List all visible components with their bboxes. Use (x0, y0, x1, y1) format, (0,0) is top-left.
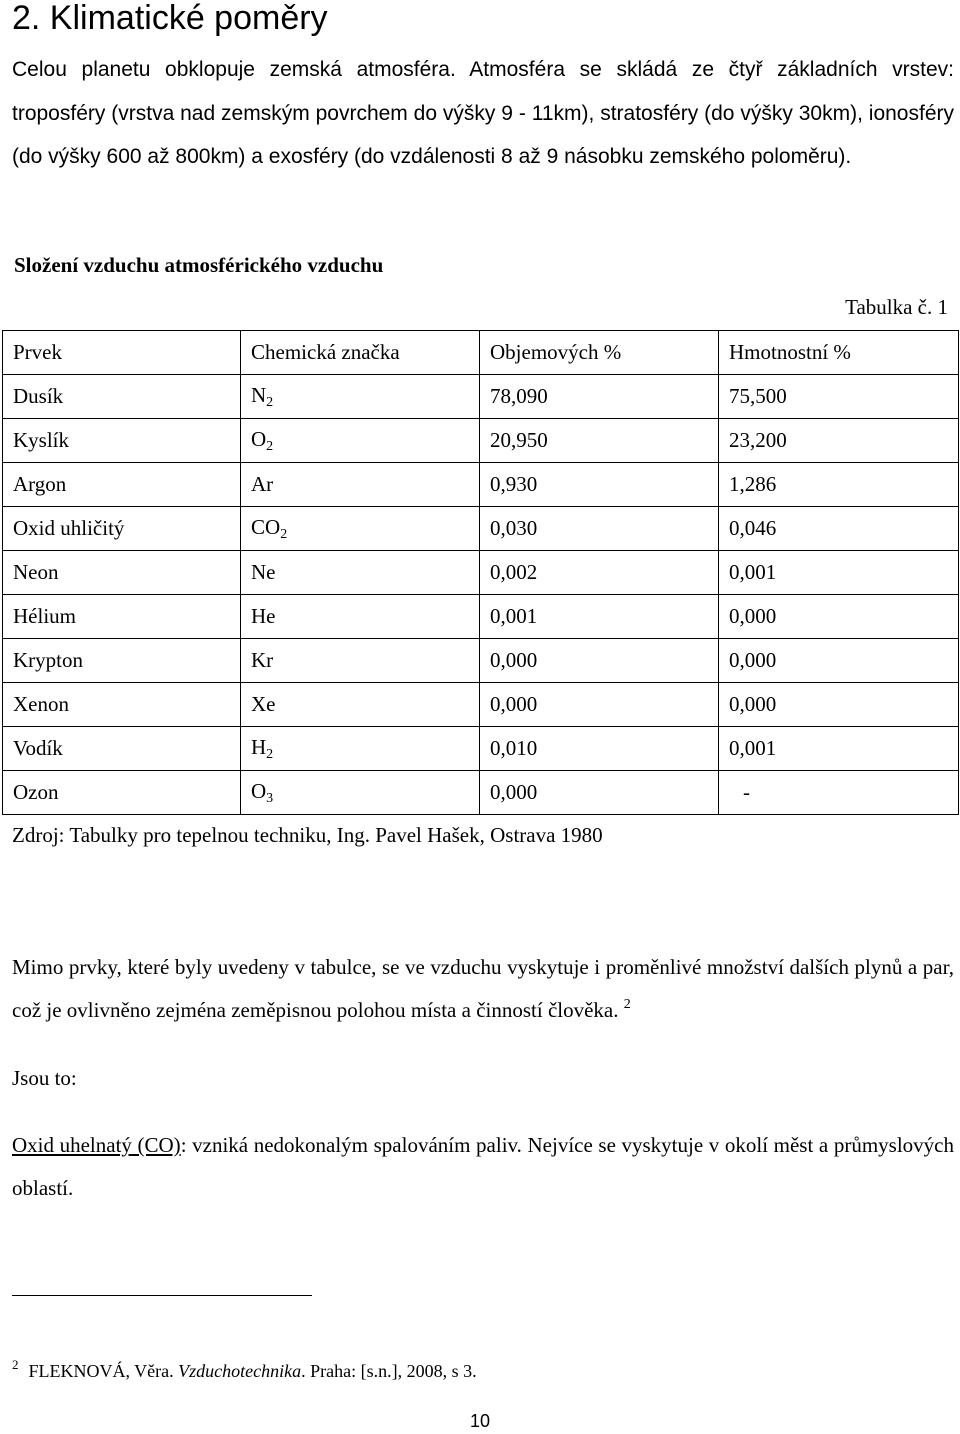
cell-symbol (241, 683, 480, 727)
cell-element: Xenon (3, 683, 241, 727)
table-subheading: Složení vzduchu atmosférického vzduchu (14, 253, 384, 277)
chemical-symbol: N (251, 382, 267, 407)
cell-volume: 0,010 (480, 727, 719, 771)
paragraph-text: : vzniká nedokonalým spalováním paliv. Nejvíce se vyskytuje v okolí měst a průmyslových oblastí. (12, 1133, 954, 1200)
footnote-reference[interactable]: 2 (623, 997, 631, 1012)
chemical-symbol: O (251, 778, 267, 803)
table-row (3, 419, 959, 463)
chemical-subscript: 3 (266, 790, 274, 806)
cell-mass: 0,000 (719, 639, 959, 683)
cell-mass: 75,500 (719, 375, 959, 419)
paragraph-other-gases (12, 946, 954, 1032)
cell-element: Neon (3, 551, 241, 595)
cell-element: Ozon (3, 771, 241, 815)
table-row (3, 595, 959, 639)
footnote-separator (12, 1295, 312, 1296)
chemical-symbol: He (251, 604, 276, 628)
table-row (3, 375, 959, 419)
table-row (3, 551, 959, 595)
cell-mass: 0,046 (719, 507, 959, 551)
table-row (3, 727, 959, 771)
header-element: Prvek (3, 331, 241, 375)
chemical-symbol: Kr (251, 648, 274, 672)
table-row (3, 771, 959, 815)
chemical-symbol: Ar (251, 472, 274, 496)
chemical-symbol: Xe (251, 692, 276, 716)
cell-volume: 0,002 (480, 551, 719, 595)
cell-volume: 0,001 (480, 595, 719, 639)
chemical-symbol: H (251, 734, 267, 759)
cell-mass: 1,286 (719, 463, 959, 507)
cell-volume: 0,000 (480, 771, 719, 815)
chemical-subscript: 2 (280, 526, 288, 542)
table-label: Tabulka č. 1 (845, 295, 948, 319)
chemical-subscript: 2 (266, 746, 274, 762)
cell-mass: 0,000 (719, 683, 959, 727)
cell-symbol (241, 419, 480, 463)
footnote-author: FLEKNOVÁ, Věra. (28, 1361, 179, 1381)
cell-volume: 78,090 (480, 375, 719, 419)
header-symbol: Chemická značka (241, 331, 480, 375)
paragraph-list-intro: Jsou to: (12, 1066, 77, 1090)
cell-symbol (241, 727, 480, 771)
cell-element: Krypton (3, 639, 241, 683)
table-row (3, 683, 959, 727)
footnote (12, 1358, 477, 1384)
cell-symbol (241, 639, 480, 683)
cell-mass: 0,001 (719, 727, 959, 771)
table-header-row (3, 331, 959, 375)
cell-mass: 23,200 (719, 419, 959, 463)
footnote-title: Vzduchotechnika (178, 1361, 302, 1381)
chemical-symbol: CO (251, 514, 281, 539)
header-volume: Objemových % (480, 331, 719, 375)
paragraph-carbon-monoxide (12, 1124, 954, 1210)
cell-symbol (241, 463, 480, 507)
table-source: Zdroj: Tabulky pro tepelnou techniku, Ing. Pavel Hašek, Ostrava 1980 (12, 823, 603, 847)
cell-element: Hélium (3, 595, 241, 639)
cell-volume: 0,930 (480, 463, 719, 507)
chemical-symbol: Ne (251, 560, 276, 584)
cell-mass: 0,001 (719, 551, 959, 595)
cell-symbol (241, 771, 480, 815)
cell-element: Dusík (3, 375, 241, 419)
cell-element: Vodík (3, 727, 241, 771)
footnote-publisher: . Praha: [s.n.], 2008, s 3. (301, 1361, 477, 1381)
intro-paragraph: Celou planetu obklopuje zemská atmosféra. Atmosféra se skládá ze čtyř základních vrstev: troposféry (vrstva nad zemským povrchem do výšky 9 - 11km), stratosféry (do výšky 30km), ionosféry (do výšky 600 až 800km) a exosféry (do vzdálenosti 8 až 9 násobku zemského poloměru). (12, 58, 954, 168)
header-mass: Hmotnostní % (719, 331, 959, 375)
air-composition-table (2, 330, 959, 815)
cell-volume: 0,030 (480, 507, 719, 551)
cell-symbol (241, 507, 480, 551)
cell-element: Oxid uhličitý (3, 507, 241, 551)
cell-mass: - (719, 771, 959, 815)
cell-volume: 0,000 (480, 639, 719, 683)
table-row (3, 463, 959, 507)
table-row (3, 639, 959, 683)
cell-mass: 0,000 (719, 595, 959, 639)
cell-element: Kyslík (3, 419, 241, 463)
cell-symbol (241, 375, 480, 419)
chemical-subscript: 2 (266, 394, 274, 410)
cell-symbol (241, 595, 480, 639)
cell-symbol (241, 551, 480, 595)
cell-element: Argon (3, 463, 241, 507)
section-heading: 2. Klimatické poměry (12, 0, 328, 37)
chemical-symbol: O (251, 426, 267, 451)
cell-volume: 20,950 (480, 419, 719, 463)
term-carbon-monoxide: Oxid uhelnatý (CO) (12, 1133, 181, 1157)
cell-volume: 0,000 (480, 683, 719, 727)
page-number: 10 (469, 1411, 491, 1431)
footnote-mark: 2 (12, 1357, 19, 1372)
paragraph-text: Mimo prvky, které byly uvedeny v tabulce, se ve vzduchu vyskytuje i proměnlivé množství dalších plynů a par, což je ovlivněno zejména zeměpisnou polohou místa a činností člověka. (12, 955, 954, 1022)
chemical-subscript: 2 (266, 438, 274, 454)
table-row (3, 507, 959, 551)
